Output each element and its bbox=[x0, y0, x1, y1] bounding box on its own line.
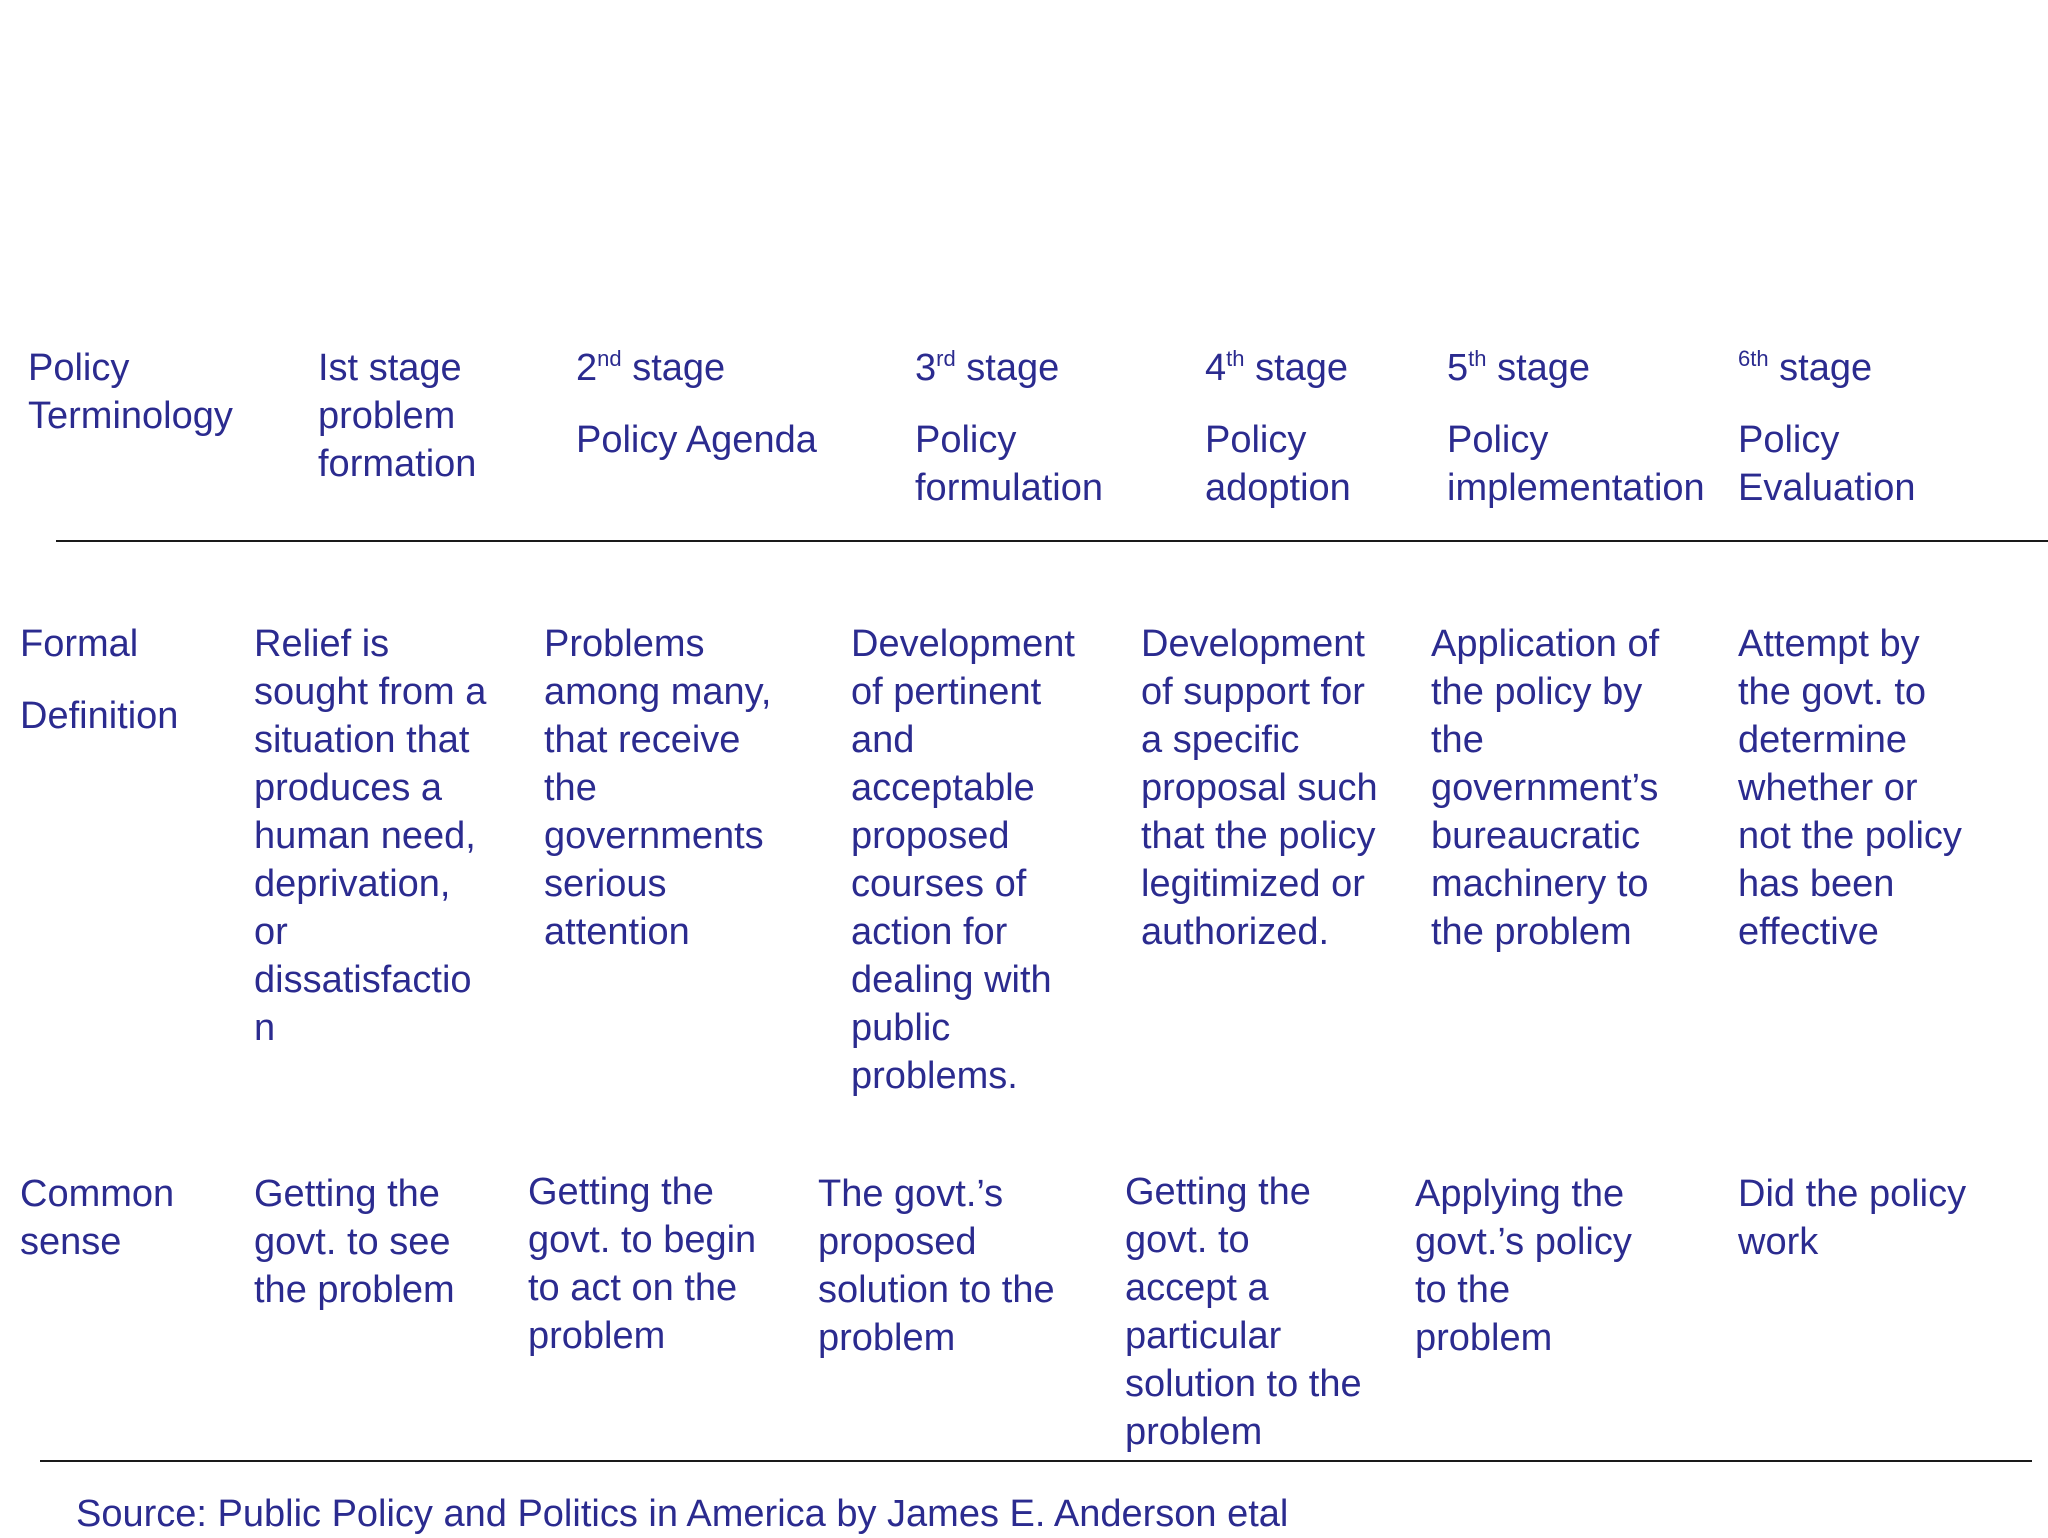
formal-cell-stage-3: Development of pertinent and acceptable proposed courses of action for dealing with public problems. bbox=[851, 623, 1075, 1097]
stage-2-word: stage bbox=[632, 347, 726, 389]
common-cell-stage-1: Getting the govt. to see the problem bbox=[254, 1173, 455, 1311]
stage-4-heading bbox=[1205, 344, 1348, 392]
stage-5-word: stage bbox=[1497, 347, 1591, 389]
formal-cell-stage-6: Attempt by the govt. to determine whether or not the policy has been effective bbox=[1738, 623, 1962, 953]
formal-cell-stage-4: Development of support for a specific proposal such that the policy legitimized or authorized. bbox=[1141, 623, 1378, 953]
stage-5-title: Policy implementation bbox=[1447, 419, 1705, 509]
stage-1-title: problem formation bbox=[318, 395, 477, 485]
stage-5-number: 5 bbox=[1447, 347, 1469, 389]
formal-cell-stage-5: Application of the policy by the government’s bureaucratic machinery to the problem bbox=[1431, 623, 1660, 953]
row-label-policy-terminology: Policy Terminology bbox=[28, 347, 233, 437]
formal-cell-stage-1: Relief is sought from a situation that produces a human need, deprivation, or dissatisfactio n bbox=[254, 623, 487, 1049]
stage-1-heading bbox=[318, 344, 462, 392]
stage-2-heading bbox=[576, 344, 725, 392]
stage-1-word: stage bbox=[368, 347, 462, 389]
common-cell-stage-4: Getting the govt. to accept a particular solution to the problem bbox=[1125, 1171, 1362, 1453]
footer-divider bbox=[40, 1460, 2032, 1462]
stage-6-title: Policy Evaluation bbox=[1738, 419, 1916, 509]
common-cell-stage-3: The govt.’s proposed solution to the problem bbox=[818, 1173, 1055, 1359]
stage-3-suffix: rd bbox=[936, 346, 956, 371]
stage-1-number: Ist bbox=[318, 347, 359, 389]
header-divider bbox=[56, 540, 2048, 542]
row-label-definition: Definition bbox=[20, 695, 179, 737]
common-cell-stage-2: Getting the govt. to begin to act on the problem bbox=[528, 1171, 757, 1357]
stage-4-suffix: th bbox=[1226, 346, 1245, 371]
stage-6-number: 6th bbox=[1738, 346, 1769, 371]
stage-3-word: stage bbox=[966, 347, 1060, 389]
stage-6-heading bbox=[1738, 344, 1872, 392]
stage-5-suffix: th bbox=[1468, 346, 1487, 371]
source-citation: Source: Public Policy and Politics in America by James E. Anderson etal bbox=[76, 1493, 1289, 1535]
stage-3-heading bbox=[915, 344, 1059, 392]
stage-3-title: Policy formulation bbox=[915, 419, 1103, 509]
stage-2-number: 2 bbox=[576, 347, 598, 389]
common-cell-stage-6: Did the policy work bbox=[1738, 1173, 1967, 1263]
stage-2-suffix: nd bbox=[597, 346, 622, 371]
stage-5-heading bbox=[1447, 344, 1590, 392]
stage-4-word: stage bbox=[1255, 347, 1349, 389]
row-label-common-sense: Common sense bbox=[20, 1173, 175, 1263]
row-label-formal: Formal bbox=[20, 623, 139, 665]
stage-3-number: 3 bbox=[915, 347, 937, 389]
stage-6-word: stage bbox=[1779, 347, 1873, 389]
stage-4-title: Policy adoption bbox=[1205, 419, 1351, 509]
common-cell-stage-5: Applying the govt.’s policy to the problem bbox=[1415, 1173, 1632, 1359]
stage-4-number: 4 bbox=[1205, 347, 1227, 389]
formal-cell-stage-2: Problems among many, that receive the governments serious attention bbox=[544, 623, 772, 953]
stage-2-title: Policy Agenda bbox=[576, 419, 817, 461]
